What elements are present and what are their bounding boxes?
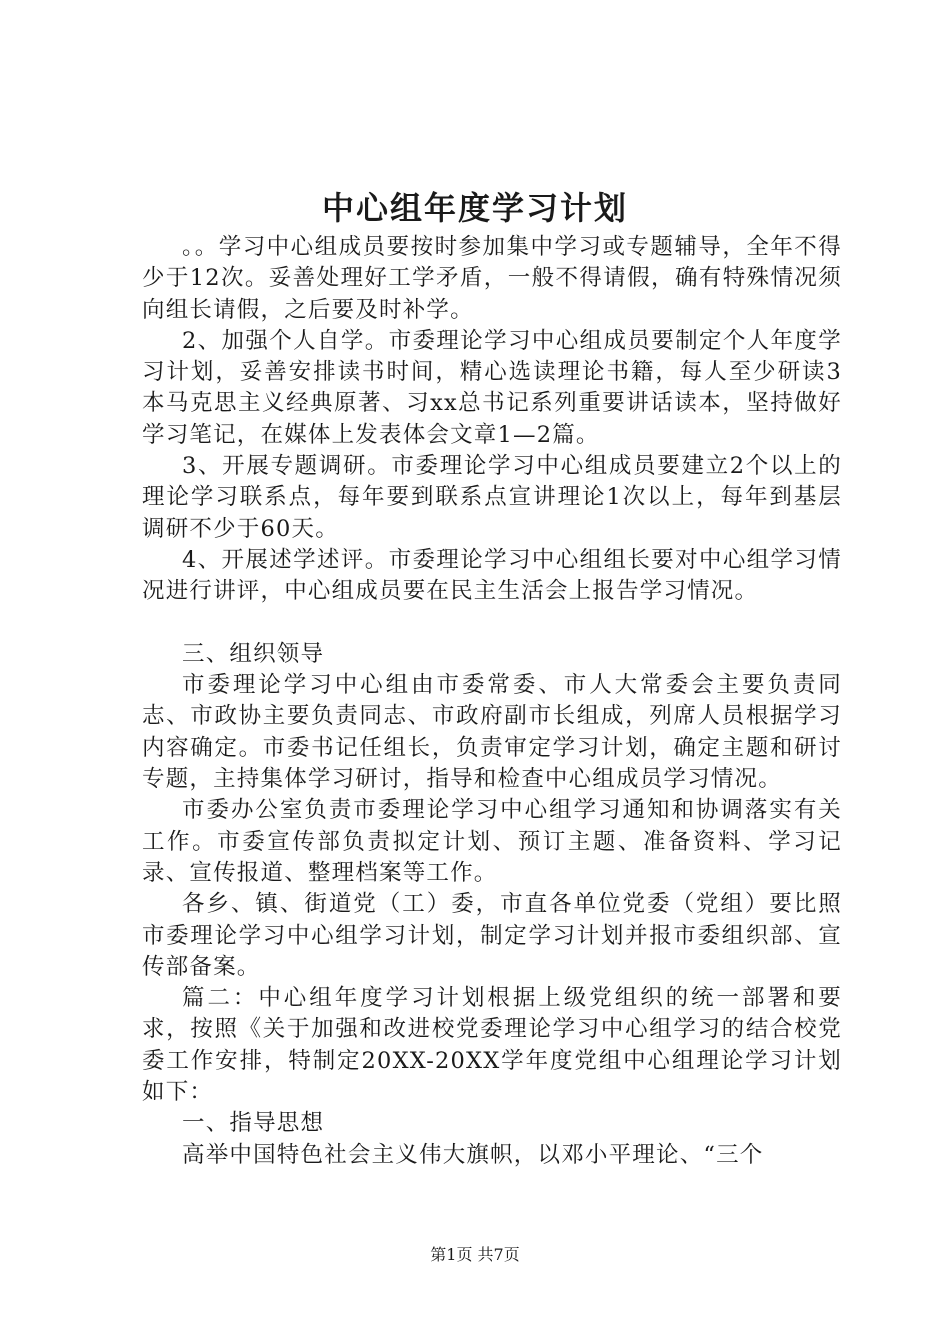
page-footer: 第1页 共7页 (430, 1245, 520, 1264)
paragraph-guiding-thought: 高举中国特色社会主义伟大旗帜，以邓小平理论、“三个 (182, 1141, 764, 1168)
paragraph-office-duties: 市委办公室负责市委理论学习中心组学习通知和协调落实有关工作。市委宣传部负责拟定计划、预订主题、准备资料、学习记录、宣传报道、整理档案等工作。 (142, 797, 842, 886)
paragraph-part-two-intro: 篇二：中心组年度学习计划根据上级党组织的统一部署和要求，按照《关于加强和改进校党委理论学习中心组学习的结合校党委工作安排，特制定20XX-20XX学年度党组中心组理论学习计划如下： (142, 985, 842, 1106)
page-title: 中心组年度学习计划 (321, 189, 628, 227)
paragraph-research: 3、开展专题调研。市委理论学习中心组成员要建立2个以上的理论学习联系点，每年要到联系点宣讲理论1次以上，每年到基层调研不少于60天。 (142, 453, 842, 542)
section-heading-organization: 三、组织领导 (182, 640, 325, 667)
paragraph-self-study: 2、加强个人自学。市委理论学习中心组成员要制定个人年度学习计划，妥善安排读书时间，精心选读理论书籍，每人至少研读3本马克思主义经典原著、习xx总书记系列重要讲话读本，坚持做好学习笔记，在媒体上发表体会文章1—2篇。 (142, 327, 842, 448)
paragraph-local-units: 各乡、镇、街道党（工）委，市直各单位党委（党组）要比照市委理论学习中心组学习计划，制定学习计划并报市委组织部、宣传部备案。 (142, 891, 842, 980)
paragraph-attendance: 。。学习中心组成员要按时参加集中学习或专题辅导，全年不得少于12次。妥善处理好工学矛盾，一般不得请假，确有特殊情况须向组长请假，之后要及时补学。 (142, 234, 842, 323)
paragraph-group-composition: 市委理论学习中心组由市委常委、市人大常委会主要负责同志、市政协主要负责同志、市政府副市长组成，列席人员根据学习内容确定。市委书记任组长，负责审定学习计划，确定主题和研讨专题，主持集体学习研讨，指导和检查中心组成员学习情况。 (142, 672, 842, 793)
document-body (142, 232, 842, 1171)
paragraph-review: 4、开展述学述评。市委理论学习中心组组长要对中心组学习情况进行讲评，中心组成员要在民主生活会上报告学习情况。 (142, 546, 842, 605)
section-heading-guiding-thought: 一、指导思想 (182, 1110, 325, 1137)
paragraph-spacer (142, 608, 842, 639)
